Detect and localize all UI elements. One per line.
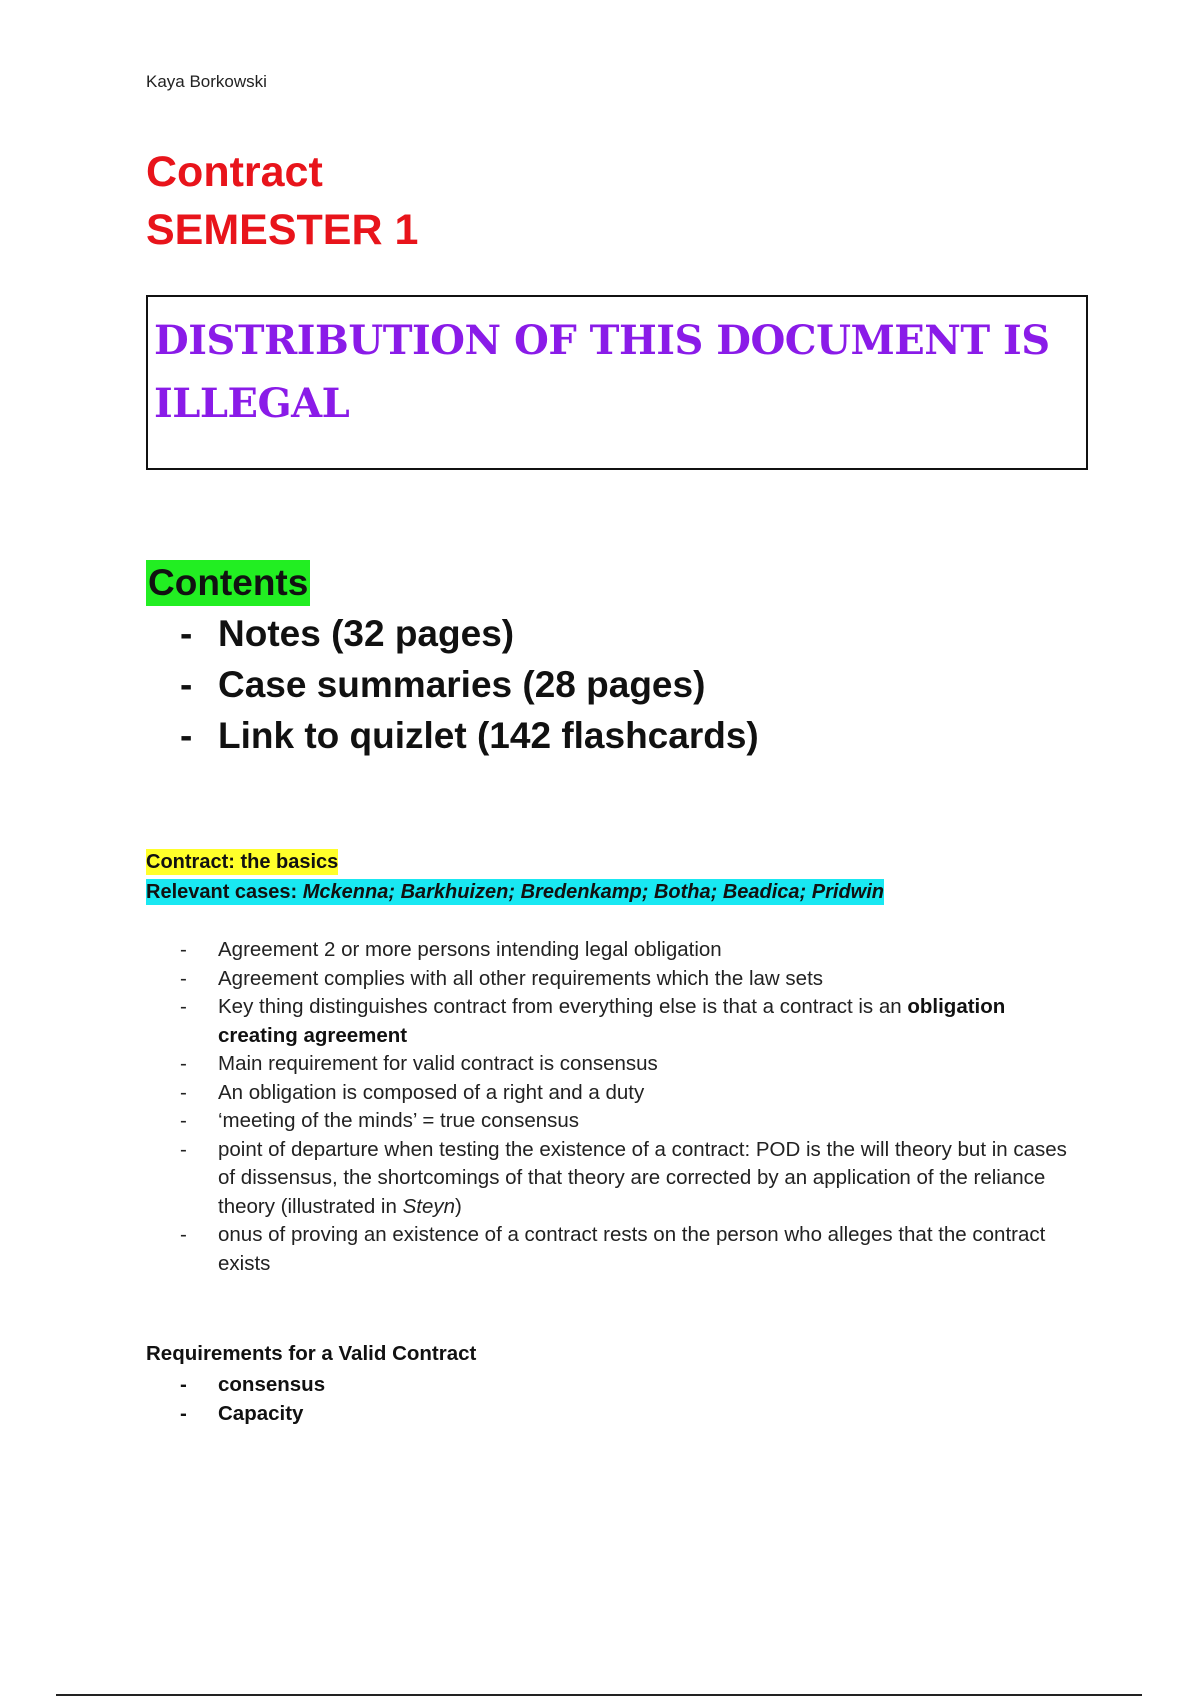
- list-item-text: ‘meeting of the minds’ = true consensus: [218, 1109, 580, 1132]
- list-item: [180, 993, 1080, 1050]
- contents-item-label: Case summaries (28 pages): [218, 664, 706, 705]
- list-item: [180, 1050, 1080, 1079]
- list-dash: -: [180, 1109, 187, 1132]
- list-dash: -: [180, 1401, 187, 1425]
- list-item-text: Agreement 2 or more persons intending legal obligation: [218, 938, 722, 961]
- requirements-heading: Requirements for a Valid Contract: [146, 1342, 477, 1365]
- list-dash: -: [180, 664, 193, 705]
- list-item: [180, 1400, 325, 1429]
- list-dash: -: [180, 613, 193, 654]
- list-item-text: Main requirement for valid contract is consensus: [218, 1052, 658, 1075]
- relevant-cases-list: Mckenna; Barkhuizen; Bredenkamp; Botha; Beadica; Pridwin: [302, 881, 884, 903]
- case-name-steyn: Steyn: [402, 1194, 456, 1218]
- requirements-list: [180, 1371, 325, 1428]
- list-item: [180, 1107, 1080, 1136]
- list-item-text-end: ): [455, 1194, 462, 1218]
- contents-item: [180, 608, 759, 659]
- list-dash: -: [180, 966, 187, 990]
- title-line-1: Contract: [146, 148, 323, 196]
- author-name: Kaya Borkowski: [146, 72, 267, 91]
- list-item-bold-text: obligation creating agreement: [218, 995, 1006, 1047]
- list-dash: -: [180, 1080, 187, 1104]
- distribution-notice-box: [146, 295, 1088, 470]
- document-title: [146, 143, 418, 259]
- list-item-text: consensus: [218, 1373, 326, 1396]
- contents-item-label: Link to quizlet (142 flashcards): [218, 715, 759, 756]
- title-line-2: SEMESTER 1: [146, 206, 419, 254]
- contents-item-label: Notes (32 pages): [218, 613, 515, 654]
- relevant-cases-label: Relevant cases:: [146, 881, 298, 903]
- list-dash: -: [180, 1373, 187, 1396]
- list-item: [180, 1079, 1080, 1108]
- list-item-text: Key thing distinguishes contract from everything else is that a contract is an: [218, 995, 908, 1018]
- contents-item: [180, 659, 759, 710]
- relevant-cases: [146, 879, 884, 905]
- list-item-text: Capacity: [218, 1401, 304, 1425]
- list-item-text: Agreement complies with all other requirements which the law sets: [218, 966, 824, 990]
- list-item: [180, 1136, 1080, 1222]
- basics-bullet-list: [180, 936, 1080, 1278]
- distribution-notice: DISTRIBUTION OF THIS DOCUMENT IS ILLEGAL: [154, 317, 1050, 427]
- list-item: [180, 936, 1080, 965]
- page-bottom-rule: [56, 1694, 1142, 1696]
- list-dash: -: [180, 995, 187, 1018]
- list-dash: -: [180, 938, 187, 961]
- contents-heading: Contents: [146, 560, 310, 606]
- contents-item: [180, 710, 759, 761]
- contents-list: [180, 608, 759, 761]
- list-item-text: An obligation is composed of a right and a duty: [218, 1080, 645, 1104]
- list-dash: -: [180, 1137, 187, 1161]
- list-item: [180, 1221, 1080, 1278]
- list-dash: -: [180, 1223, 187, 1246]
- section-heading-basics: Contract: the basics: [146, 851, 339, 873]
- list-item-text: onus of proving an existence of a contract rests on the person who alleges that the contract exists: [218, 1223, 1046, 1275]
- list-item: [180, 965, 1080, 994]
- list-dash: -: [180, 1052, 187, 1075]
- list-item-text: point of departure when testing the existence of a contract: POD is the will theory but in cases of dissensus, the shortcomings of that theory are corrected by an application of the reliance theory (illustrated in: [218, 1137, 1067, 1218]
- list-dash: -: [180, 715, 193, 756]
- list-item: [180, 1371, 325, 1400]
